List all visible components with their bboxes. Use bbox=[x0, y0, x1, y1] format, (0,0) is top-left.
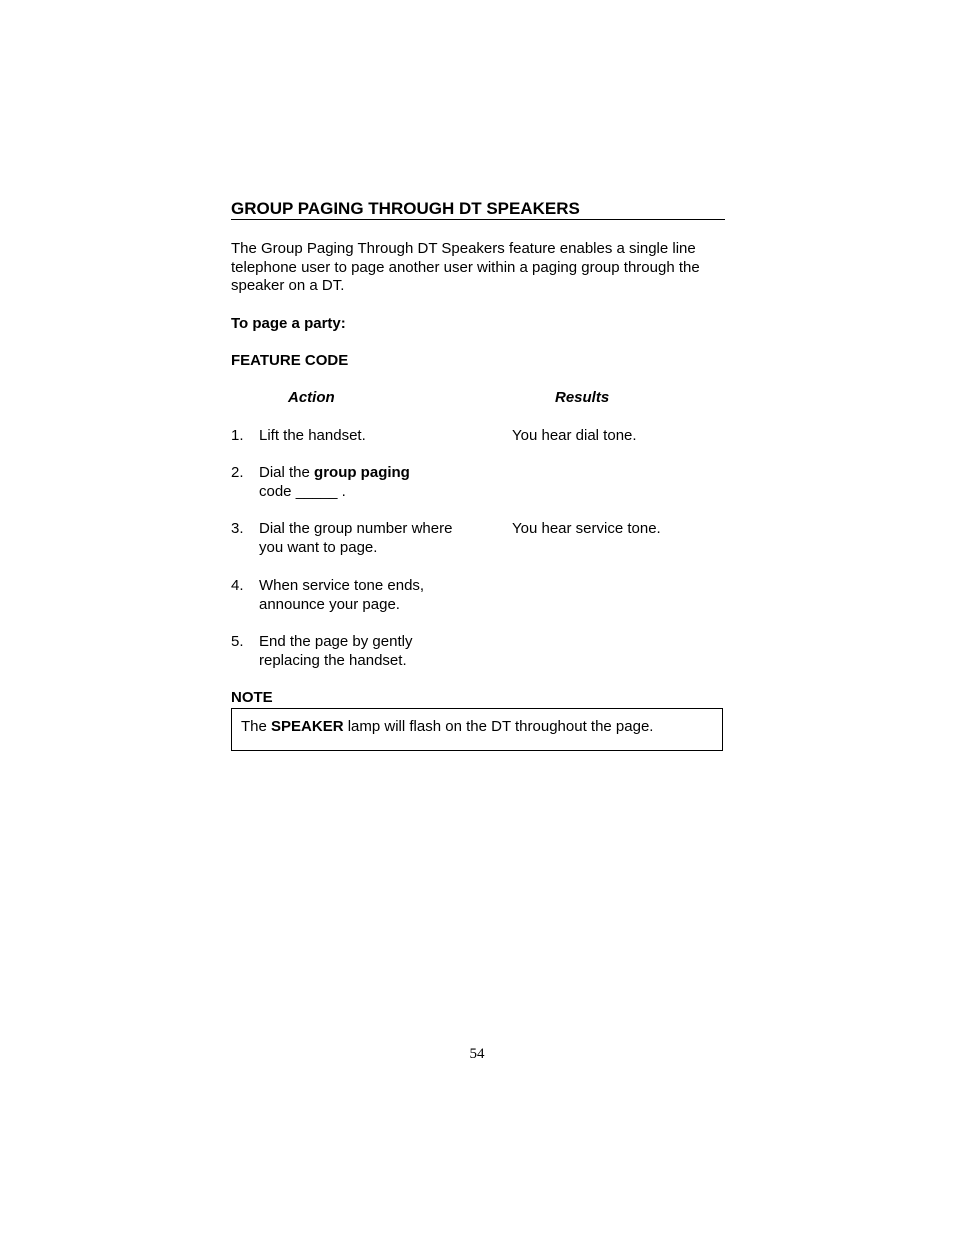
step-number: 2. bbox=[231, 464, 244, 481]
page-number: 54 bbox=[469, 1046, 485, 1062]
page-title: GROUP PAGING THROUGH DT SPEAKERS bbox=[231, 199, 725, 220]
step-text: Dial the group number where you want to page. bbox=[259, 520, 453, 556]
note-text-bold: SPEAKER bbox=[271, 718, 344, 735]
step-number: 4. bbox=[231, 577, 244, 594]
note-label: NOTE bbox=[231, 689, 273, 706]
subheading: To page a party: bbox=[231, 315, 346, 332]
note-text: The SPEAKER lamp will flash on the DT throughout the page. bbox=[241, 718, 654, 735]
step-result: You hear dial tone. bbox=[512, 427, 637, 444]
note-box bbox=[231, 708, 723, 751]
step-text: Lift the handset. bbox=[259, 427, 366, 444]
step-number: 3. bbox=[231, 520, 244, 537]
step-text: End the page by gently replacing the handset. bbox=[259, 633, 413, 669]
step-number: 1. bbox=[231, 427, 244, 444]
feature-code-label: FEATURE CODE bbox=[231, 352, 349, 369]
column-header-results: Results bbox=[555, 389, 610, 406]
step-number: 5. bbox=[231, 633, 244, 650]
step-text: Dial the group paging code _____ . bbox=[259, 464, 410, 500]
step-text: When service tone ends, announce your page. bbox=[259, 577, 425, 613]
step-result: You hear service tone. bbox=[512, 520, 661, 537]
step-text-bold: group paging bbox=[314, 464, 410, 481]
column-header-action: Action bbox=[288, 389, 335, 406]
intro-paragraph: The Group Paging Through DT Speakers feature enables a single line telephone user to page another user within a paging group through the speaker on a DT. bbox=[231, 240, 700, 294]
